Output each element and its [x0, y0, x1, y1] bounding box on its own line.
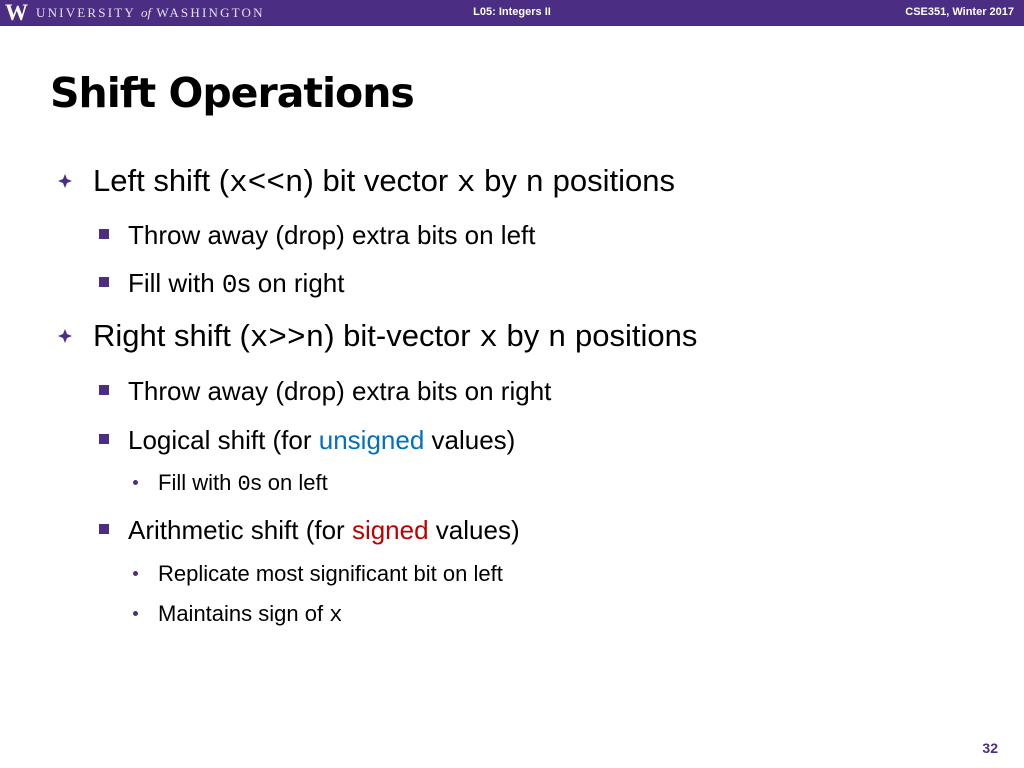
sub-sub-bullet-sign — [158, 601, 342, 629]
sign-pre: Maintains sign of — [158, 601, 330, 626]
sub-bullet-arithmetic — [128, 515, 520, 545]
dot-bullet-icon — [133, 480, 138, 485]
right-drop-text: Throw away (drop) extra bits on right — [128, 376, 552, 406]
arith-post: values) — [428, 515, 520, 545]
sign-code: x — [329, 603, 343, 628]
wordmark-university: UNIVERSITY — [36, 5, 136, 20]
sub-bullet-left-drop — [128, 220, 536, 250]
left-fill-pre: Fill with — [128, 268, 222, 298]
sub-bullet-right-drop — [128, 376, 551, 406]
signed-highlight: signed — [351, 515, 429, 545]
sub-sub-bullet-logical-fill — [158, 470, 328, 498]
logical-pre: Logical shift (for — [128, 425, 319, 455]
left-shift-text-3: by — [475, 163, 526, 198]
right-shift-code-1: x>>n — [249, 321, 325, 356]
arith-pre: Arithmetic shift (for — [128, 515, 352, 545]
left-fill-post: s on right — [237, 268, 345, 298]
uw-logo: W — [5, 0, 27, 25]
bullet-right-shift — [93, 318, 697, 357]
logical-fill-pre: Fill with — [158, 470, 238, 495]
wordmark-of: of — [140, 5, 152, 20]
diamond-bullet-icon — [56, 172, 74, 190]
square-bullet-icon — [99, 385, 109, 395]
replicate-text: Replicate most significant bit on left — [158, 561, 503, 586]
right-shift-text-1: Right shift ( — [93, 318, 250, 353]
left-drop-text: Throw away (drop) extra bits on left — [128, 220, 536, 250]
square-bullet-icon — [99, 229, 109, 239]
left-shift-text-4: positions — [544, 163, 676, 198]
left-shift-text-2: ) bit vector — [303, 163, 457, 198]
page-number: 32 — [982, 740, 998, 756]
right-shift-code-3: n — [547, 321, 567, 356]
unsigned-highlight: unsigned — [318, 425, 425, 455]
left-shift-text-1: Left shift ( — [93, 163, 230, 198]
right-shift-text-2: ) bit-vector — [324, 318, 480, 353]
sub-bullet-left-fill — [128, 268, 344, 300]
left-shift-code-3: n — [525, 166, 545, 201]
dot-bullet-icon — [133, 611, 138, 616]
right-shift-text-4: positions — [566, 318, 698, 353]
square-bullet-icon — [99, 524, 109, 534]
lecture-label: L05: Integers II — [473, 6, 551, 18]
left-fill-code: 0 — [221, 270, 238, 300]
square-bullet-icon — [99, 277, 109, 287]
logical-post: values) — [424, 425, 516, 455]
diamond-bullet-icon — [56, 327, 74, 345]
sub-sub-bullet-replicate — [158, 561, 503, 587]
dot-bullet-icon — [133, 571, 138, 576]
bullet-left-shift — [93, 163, 675, 202]
wordmark-washington: WASHINGTON — [156, 5, 265, 20]
sub-bullet-logical — [128, 425, 515, 455]
logical-fill-code: 0 — [237, 472, 251, 497]
slide-title: Shift Operations — [50, 69, 414, 117]
left-shift-code-2: x — [456, 166, 476, 201]
left-shift-code-1: x<<n — [229, 166, 304, 201]
course-label: CSE351, Winter 2017 — [905, 6, 1014, 18]
square-bullet-icon — [99, 434, 109, 444]
header-bar — [0, 0, 1024, 26]
logical-fill-post: s on left — [250, 470, 328, 495]
right-shift-code-2: x — [479, 321, 498, 356]
right-shift-text-3: by — [497, 318, 548, 353]
